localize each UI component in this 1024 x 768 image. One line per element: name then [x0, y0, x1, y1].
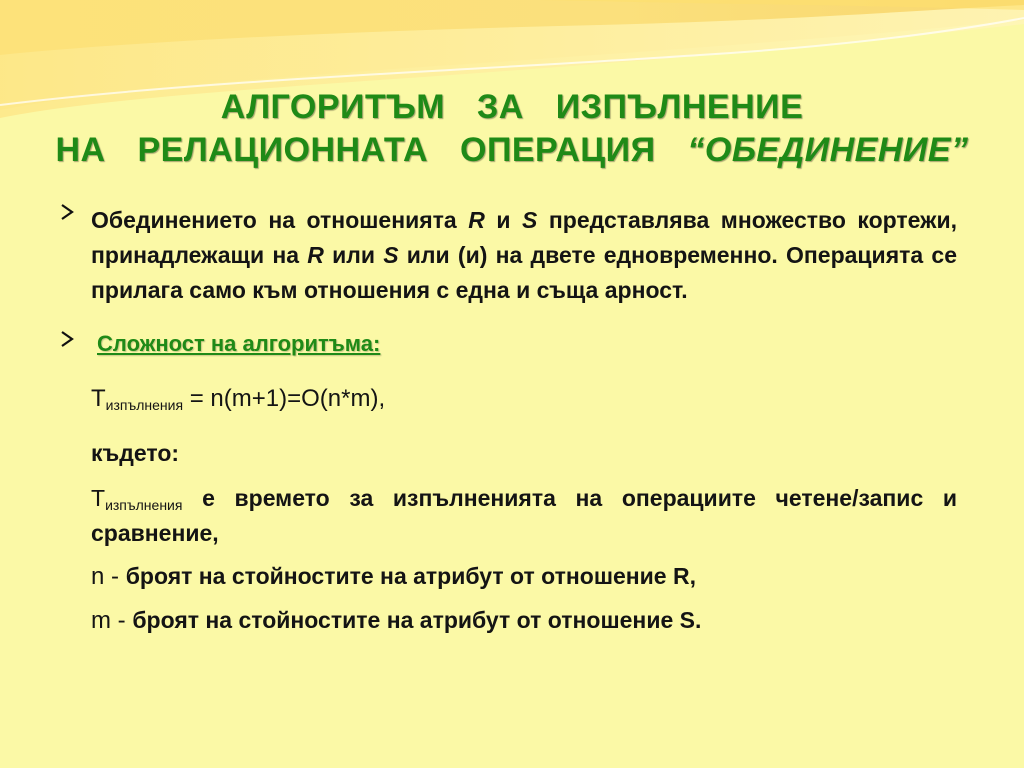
- relation-r: R: [468, 207, 485, 233]
- title-line-2-italic: “ОБЕДИНЕНИЕ”: [687, 131, 969, 169]
- arrow-bullet-icon: [60, 203, 74, 226]
- title-line-1: АЛГОРИТЪМ ЗА ИЗПЪЛНЕНИЕ: [220, 88, 804, 126]
- bullet-1-text-part: или: [323, 242, 384, 268]
- bullet-1-text-part: или (и) на двете едновременно. Операцията се прилага само към отношения с една и съща арност.: [91, 242, 957, 303]
- relation-s: S: [522, 207, 538, 233]
- texec-text: е времето за изпълненията на операциите четене/запис и сравнение,: [91, 485, 957, 546]
- title-line-2-text: НА РЕЛАЦИОННАТА ОПЕРАЦИЯ: [55, 131, 688, 169]
- bullet-1-text-part: Обединението на отношенията: [91, 207, 469, 233]
- complexity-details: [60, 385, 957, 635]
- texec-t: T: [91, 485, 106, 511]
- bullet-1-text-part: и: [484, 207, 523, 233]
- n-text: броят на стойностите на атрибут от отношение R,: [125, 563, 696, 589]
- bullet-1-text-part: представлява множество кортежи, принадлежащи на: [91, 207, 957, 268]
- texec-subscript: изпълнения: [105, 497, 183, 513]
- bullet-1-text: [91, 203, 957, 308]
- slide-title: [0, 86, 1024, 172]
- relation-r: R: [307, 242, 324, 268]
- slide-body: [60, 203, 957, 635]
- bullet-union-definition: [60, 203, 957, 308]
- formula-subscript: изпълнения: [105, 397, 184, 413]
- arrow-bullet-icon: [60, 330, 74, 353]
- relation-s: S: [383, 242, 399, 268]
- m-definition: [91, 607, 957, 635]
- formula-expression: = n(m+1)=O(n*m),: [183, 385, 386, 412]
- n-definition: [91, 563, 957, 591]
- n-symbol: n -: [91, 563, 126, 590]
- m-text: броят на стойностите на атрибут от отношение S.: [132, 607, 702, 633]
- formula-t: T: [91, 385, 106, 412]
- m-symbol: m -: [91, 607, 133, 634]
- bullet-complexity: [60, 330, 957, 357]
- complexity-heading: Сложност на алгоритъма:: [97, 331, 381, 356]
- title-line-2: [0, 129, 1024, 172]
- complexity-formula: [91, 385, 957, 415]
- texec-definition: [91, 484, 957, 547]
- where-label: където:: [91, 440, 180, 466]
